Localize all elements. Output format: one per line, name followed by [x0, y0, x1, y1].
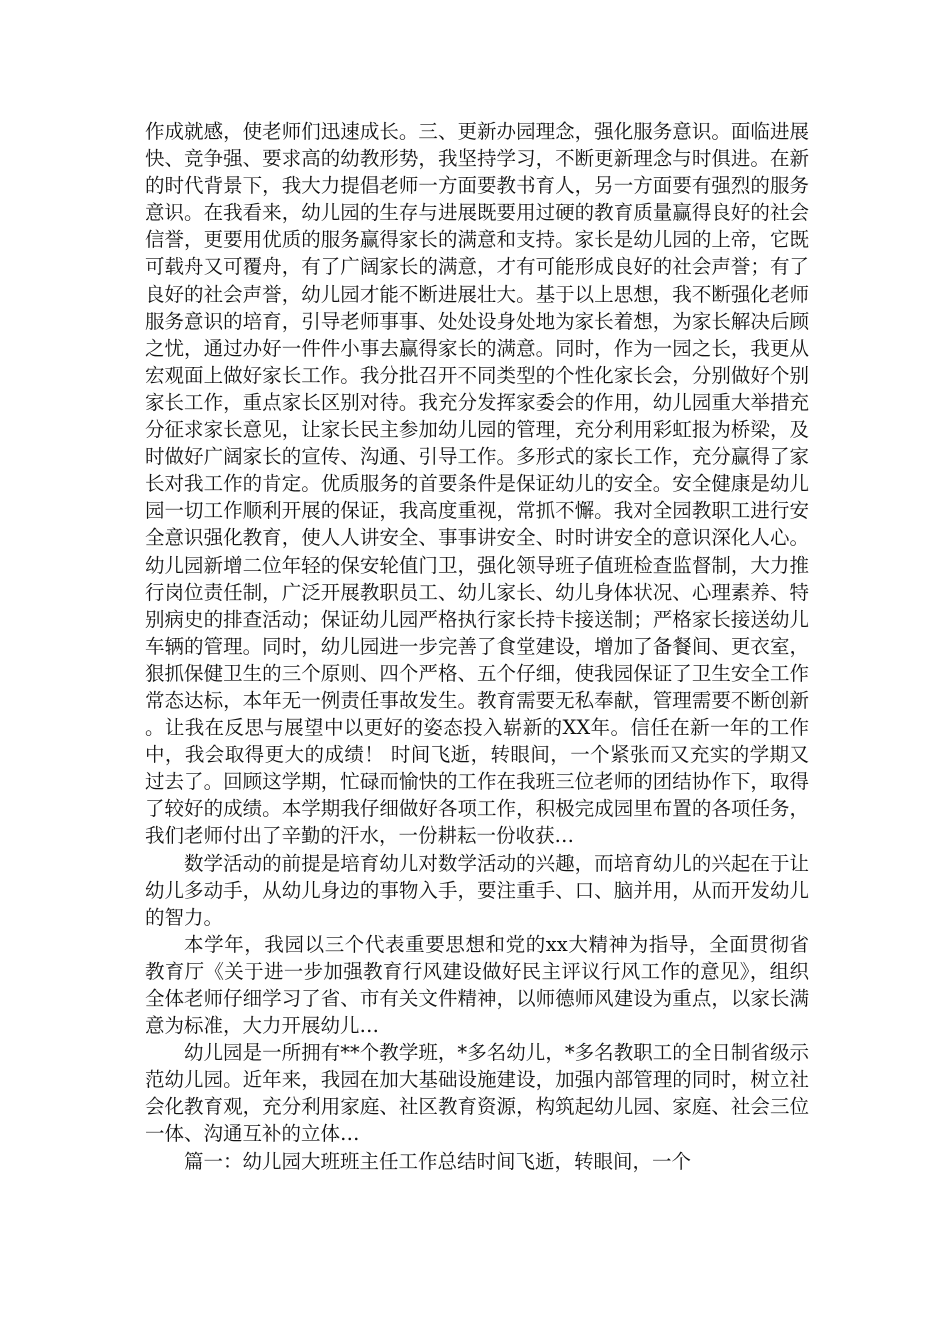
paragraph-3: 本学年，我园以三个代表重要思想和党的xx大精神为指导，全面贯彻省教育厅《关于进一步加强教育行风建设做好民主评议行风工作的意见》，组织全体老师仔细学习了省、市有关文件精神，以师德师风建设为重点，以家长满意为标准，大力开展幼儿… — [145, 932, 809, 1038]
document-body — [145, 118, 809, 1175]
paragraph-2: 数学活动的前提是培育幼儿对数学活动的兴趣，而培育幼儿的兴起在于让幼儿多动手，从幼儿身边的事物入手，要注重手、口、脑并用，从而开发幼儿的智力。 — [145, 851, 809, 929]
paragraph-4: 幼儿园是一所拥有**个教学班，*多名幼儿，*多名教职工的全日制省级示范幼儿园。近年来，我园在加大基础设施建设，加强内部管理的同时，树立社会化教育观，充分利用家庭、社区教育资源，构筑起幼儿园、家庭、社会三位一体、沟通互补的立体… — [145, 1041, 809, 1146]
paragraph-1: 作成就感，使老师们迅速成长。三、更新办园理念，强化服务意识。面临进展快、竞争强、要求高的幼教形势，我坚持学习，不断更新理念与时俱进。在新的时代背景下，我大力提倡老师一方面要教书育人，另一方面要有强烈的服务意识。在我看来，幼儿园的生存与进展既要用过硬的教育质量赢得良好的社会信誉，更要用优质的服务赢得家长的满意和支持。家长是幼儿园的上帝，它既可载舟又可覆舟，有了广阔家长的满意，才有可能形成良好的社会声誉；有了良好的社会声誉，幼儿园才能不断进展壮大。基于以上思想，我不断强化老师服务意识的培育，引导老师事事、处处设身处地为家长着想，为家长解决后顾之忧，通过办好一件件小事去赢得家长的满意。同时，作为一园之长，我更从宏观面上做好家长工作。我分批召开不同类型的个性化家长会，分别做好个别家长工作，重点家长区别对待。我充分发挥家委会的作用，幼儿园重大举措充分征求家长意见，让家长民主参加幼儿园的管理，充分利用彩虹报为桥梁，及时做好广阔家长的宣传、沟通、引导工作。多形式的家长工作，充分赢得了家长对我工作的肯定。优质服务的首要条件是保证幼儿的安全。安全健康是幼儿园一切工作顺利开展的保证，我高度重视，常抓不懈。我对全园教职工进行安全意识强化教育，使人人讲安全、事事讲安全、时时讲安全的意识深化人心。幼儿园新增二位年轻的保安轮值门卫，强化领导班子值班检查监督制，大力推行岗位责任制，广泛开展教职员工、幼儿家长、幼儿身体状况、心理素养、特别病史的排查活动；保证幼儿园严格执行家长持卡接送制；严格家长接送幼儿车辆的管理。同时，幼儿园进一步完善了食堂建设，增加了备餐间、更衣室，狠抓保健卫生的三个原则、四个严格、五个仔细，使我园保证了卫生安全工作常态达标，本年无一例责任事故发生。教育需要无私奉献，管理需要不断创新。让我在反思与展望中以更好的姿态投入崭新的XX年。信任在新一年的工作中，我会取得更大的成绩！ 时间飞逝，转眼间，一个紧张而又充实的学期又过去了。回顾这学期，忙碌而愉快的工作在我班三位老师的团结协作下，取得了较好的成绩。本学期我仔细做好各项工作，积极完成园里布置的各项任务，我们老师付出了辛勤的汗水，一份耕耘一份收获… — [145, 120, 809, 848]
paragraph-5: 篇一：幼儿园大班班主任工作总结时间飞逝，转眼间，一个 — [184, 1149, 692, 1173]
